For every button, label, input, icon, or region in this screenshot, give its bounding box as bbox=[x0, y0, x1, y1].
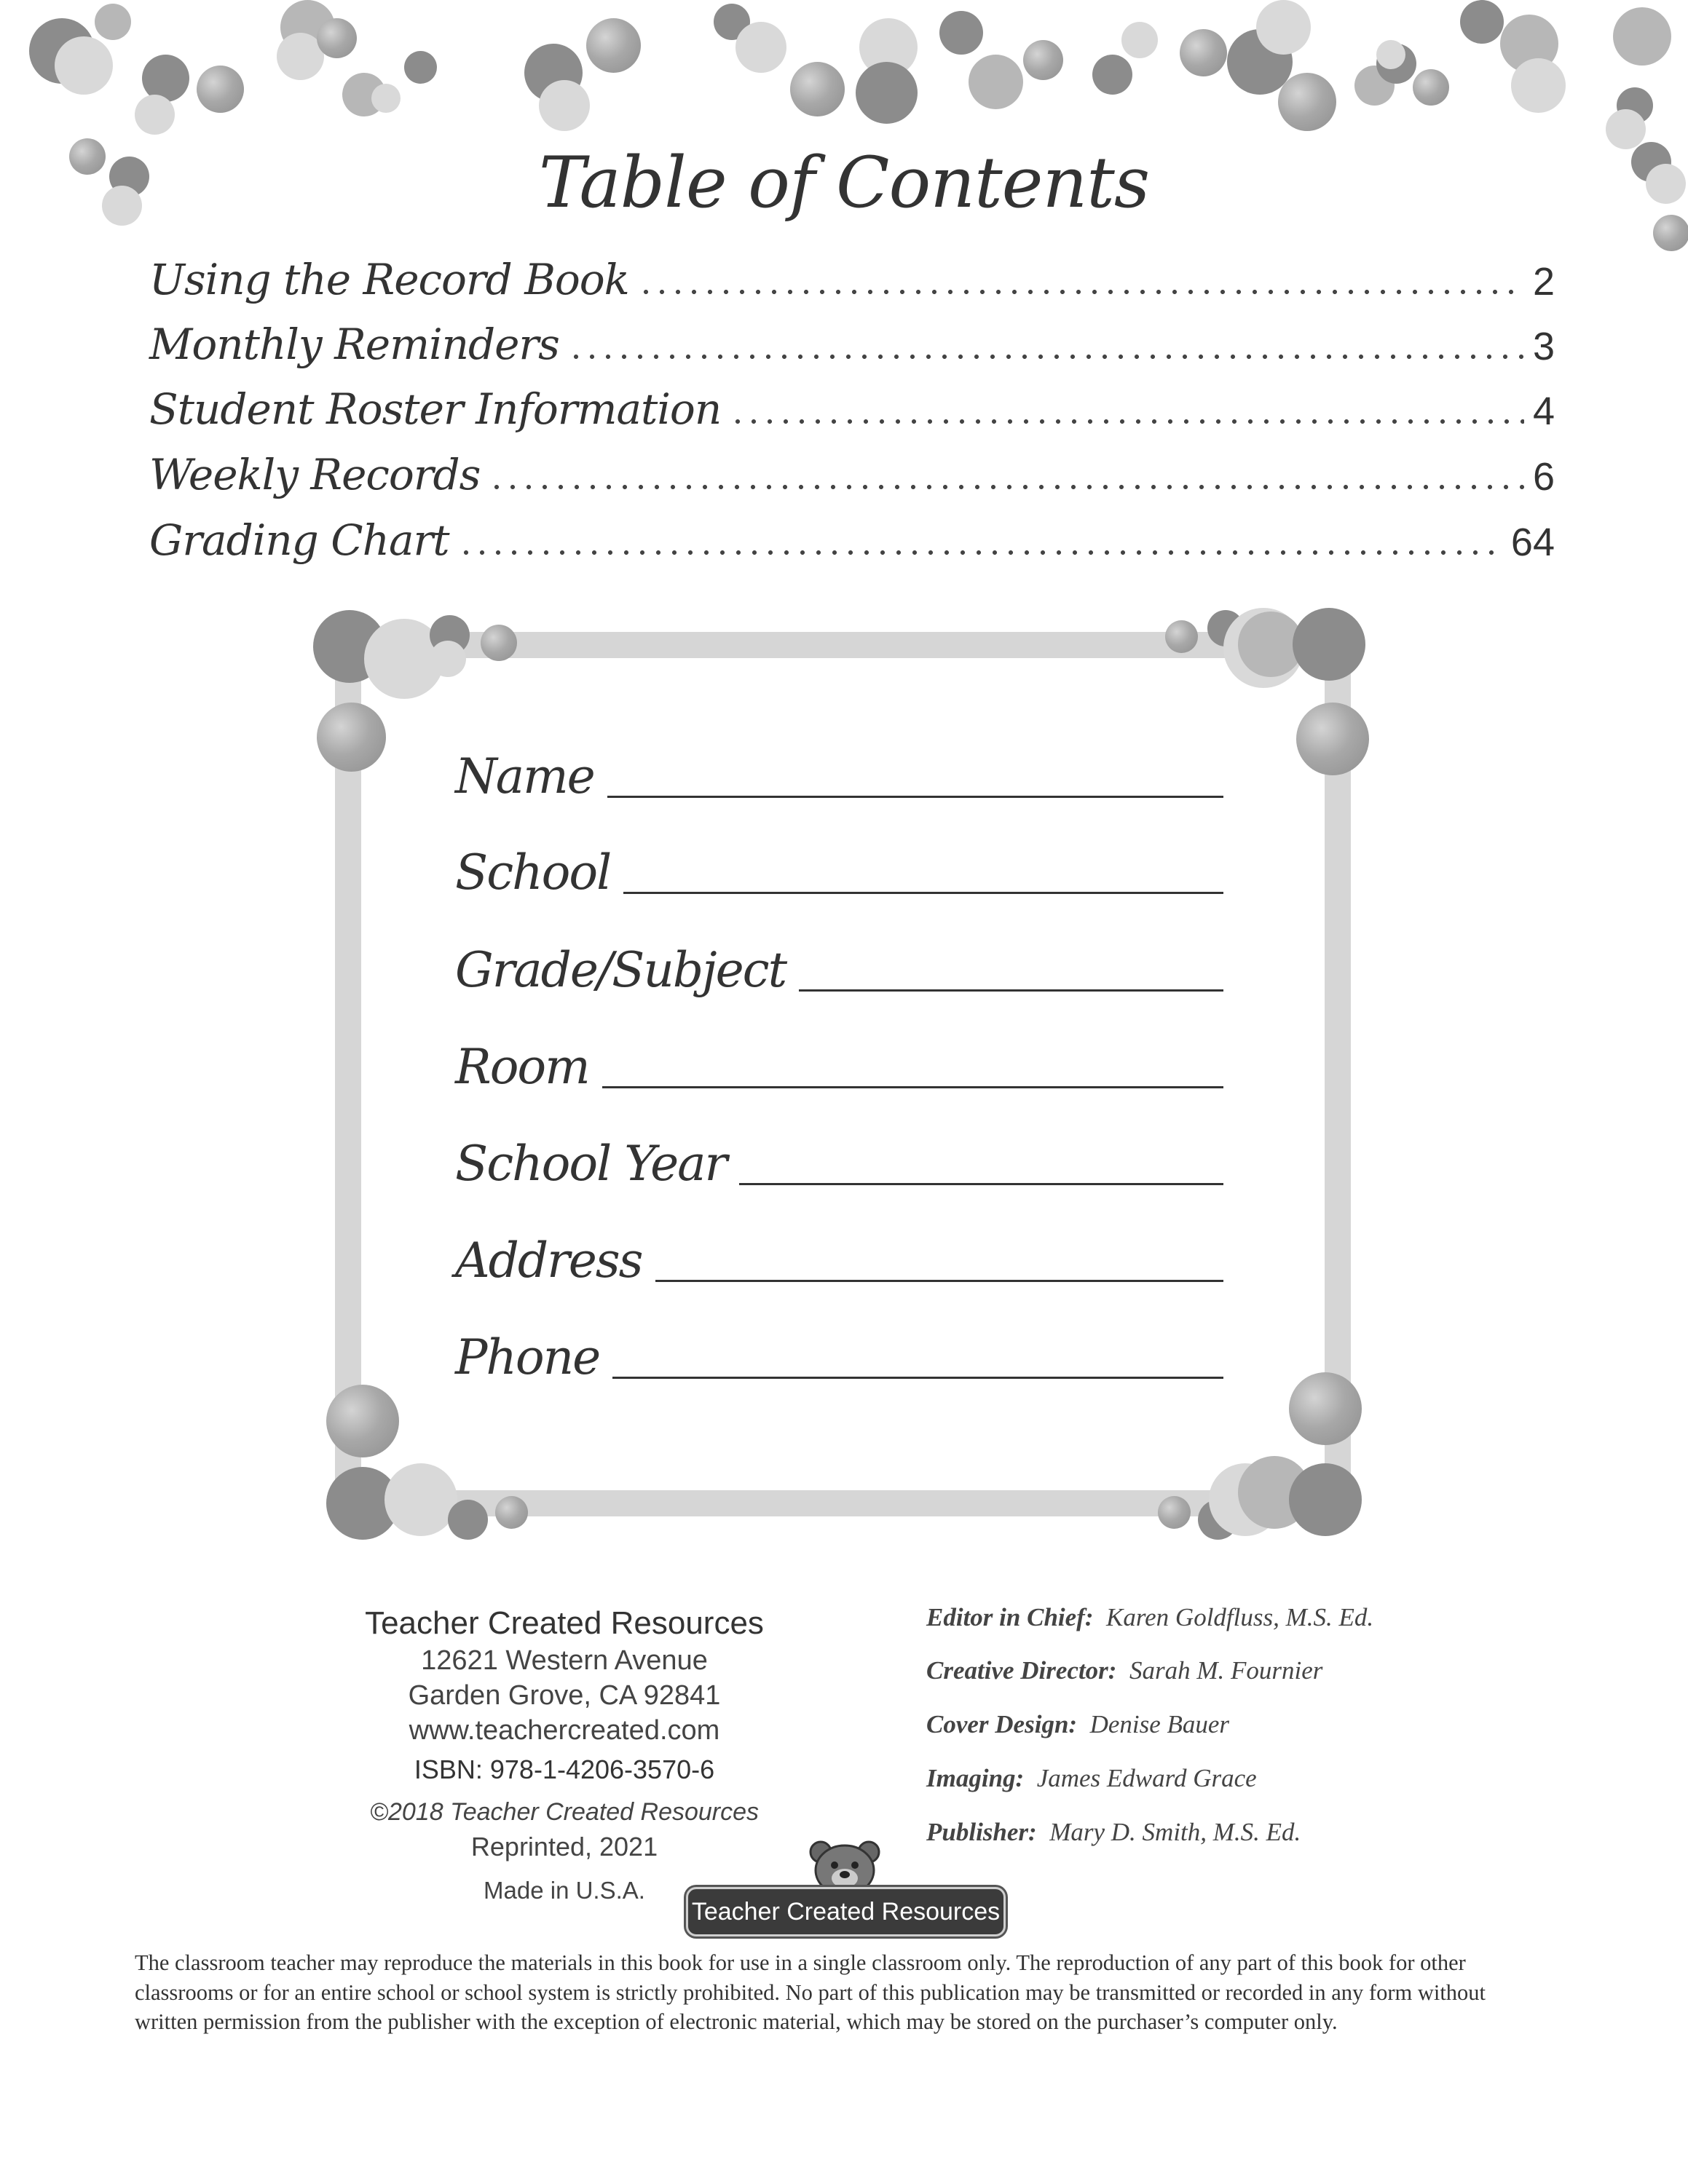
toc-entry-label: Student Roster Information bbox=[149, 384, 722, 434]
field-label: School bbox=[455, 844, 611, 901]
field-label: Address bbox=[455, 1233, 642, 1289]
credit-line bbox=[926, 1818, 1618, 1847]
school-field[interactable] bbox=[455, 817, 1223, 901]
page-title: Table of Contents bbox=[538, 142, 1150, 223]
toc-entry-page: 64 bbox=[1510, 521, 1555, 564]
credit-name: Sarah M. Fournier bbox=[1129, 1656, 1323, 1685]
credit-name: Denise Bauer bbox=[1089, 1710, 1230, 1738]
fill-in-line[interactable] bbox=[607, 795, 1223, 798]
credit-name: James Edward Grace bbox=[1036, 1764, 1257, 1792]
publisher-website[interactable]: www.teachercreated.com bbox=[409, 1715, 720, 1746]
credit-line bbox=[926, 1656, 1618, 1685]
credit-role: Cover Design: bbox=[926, 1710, 1078, 1738]
toc-entry-label: Using the Record Book bbox=[149, 255, 629, 304]
credit-line bbox=[926, 1603, 1618, 1632]
toc-entry bbox=[149, 304, 1555, 369]
toc-entry-label: Monthly Reminders bbox=[149, 320, 559, 369]
credit-name: Karen Goldfluss, M.S. Ed. bbox=[1105, 1603, 1374, 1631]
dot-leader bbox=[489, 485, 1524, 489]
toc-entry-label: Weekly Records bbox=[149, 450, 481, 499]
credit-role: Creative Director: bbox=[926, 1656, 1117, 1685]
copyright: ©2018 Teacher Created Resources bbox=[369, 1798, 760, 1826]
toc-entry-page: 4 bbox=[1532, 389, 1555, 433]
field-label: Phone bbox=[455, 1329, 600, 1385]
credit-role: Imaging: bbox=[926, 1764, 1025, 1792]
room-field[interactable] bbox=[455, 1011, 1223, 1095]
credit-role: Publisher: bbox=[926, 1818, 1037, 1846]
credit-line bbox=[926, 1764, 1618, 1793]
name-field[interactable] bbox=[455, 721, 1223, 804]
publisher-logo: Teacher Created Resources bbox=[686, 1887, 1006, 1936]
publisher-name: Teacher Created Resources bbox=[365, 1605, 764, 1641]
fill-in-line[interactable] bbox=[612, 1376, 1223, 1379]
reprinted: Reprinted, 2021 bbox=[470, 1832, 658, 1861]
school-year-field[interactable] bbox=[455, 1108, 1223, 1192]
made-in: Made in U.S.A. bbox=[484, 1877, 645, 1904]
toc-entry-page: 6 bbox=[1532, 455, 1555, 499]
phone-field[interactable] bbox=[455, 1302, 1223, 1385]
credit-line bbox=[926, 1710, 1618, 1739]
credit-name: Mary D. Smith, M.S. Ed. bbox=[1049, 1818, 1301, 1846]
toc-entry bbox=[149, 499, 1555, 565]
publisher-city: Garden Grove, CA 92841 bbox=[408, 1680, 721, 1711]
fill-in-line[interactable] bbox=[739, 1182, 1223, 1185]
toc-entry-label: Grading Chart bbox=[149, 515, 449, 565]
isbn: ISBN: 978-1-4206-3570-6 bbox=[414, 1754, 715, 1784]
fill-in-line[interactable] bbox=[602, 1085, 1223, 1088]
field-label: Room bbox=[455, 1039, 589, 1095]
address-field[interactable] bbox=[455, 1205, 1223, 1289]
credit-role: Editor in Chief: bbox=[926, 1603, 1094, 1631]
fill-in-line[interactable] bbox=[655, 1279, 1223, 1282]
dot-leader bbox=[730, 419, 1524, 424]
fill-in-line[interactable] bbox=[623, 891, 1223, 894]
publisher-street: 12621 Western Avenue bbox=[421, 1645, 708, 1676]
grade-subject-field[interactable] bbox=[455, 914, 1223, 998]
field-label: Name bbox=[455, 748, 594, 804]
dot-leader bbox=[568, 355, 1524, 359]
field-label: School Year bbox=[455, 1136, 727, 1192]
toc-entry bbox=[149, 434, 1555, 499]
field-label: Grade/Subject bbox=[455, 942, 786, 998]
dot-leader bbox=[458, 550, 1502, 555]
dot-leader bbox=[638, 290, 1524, 294]
toc-entry-page: 2 bbox=[1532, 260, 1555, 304]
toc-entry bbox=[149, 368, 1555, 434]
fill-in-line[interactable] bbox=[799, 989, 1223, 992]
legal-notice: The classroom teacher may reproduce the materials in this book for use in a single classroom only. The reproduction of any part of this book for other classrooms or for an entire school or school system is strictly prohibited. No part of this publication may be transmitted or recorded in any form without written permission from the publisher with the exception of electronic material, which may be stored on the purchaser’s computer only. bbox=[135, 1950, 1486, 2035]
toc-entry-page: 3 bbox=[1532, 325, 1555, 368]
toc-entry bbox=[149, 239, 1555, 304]
